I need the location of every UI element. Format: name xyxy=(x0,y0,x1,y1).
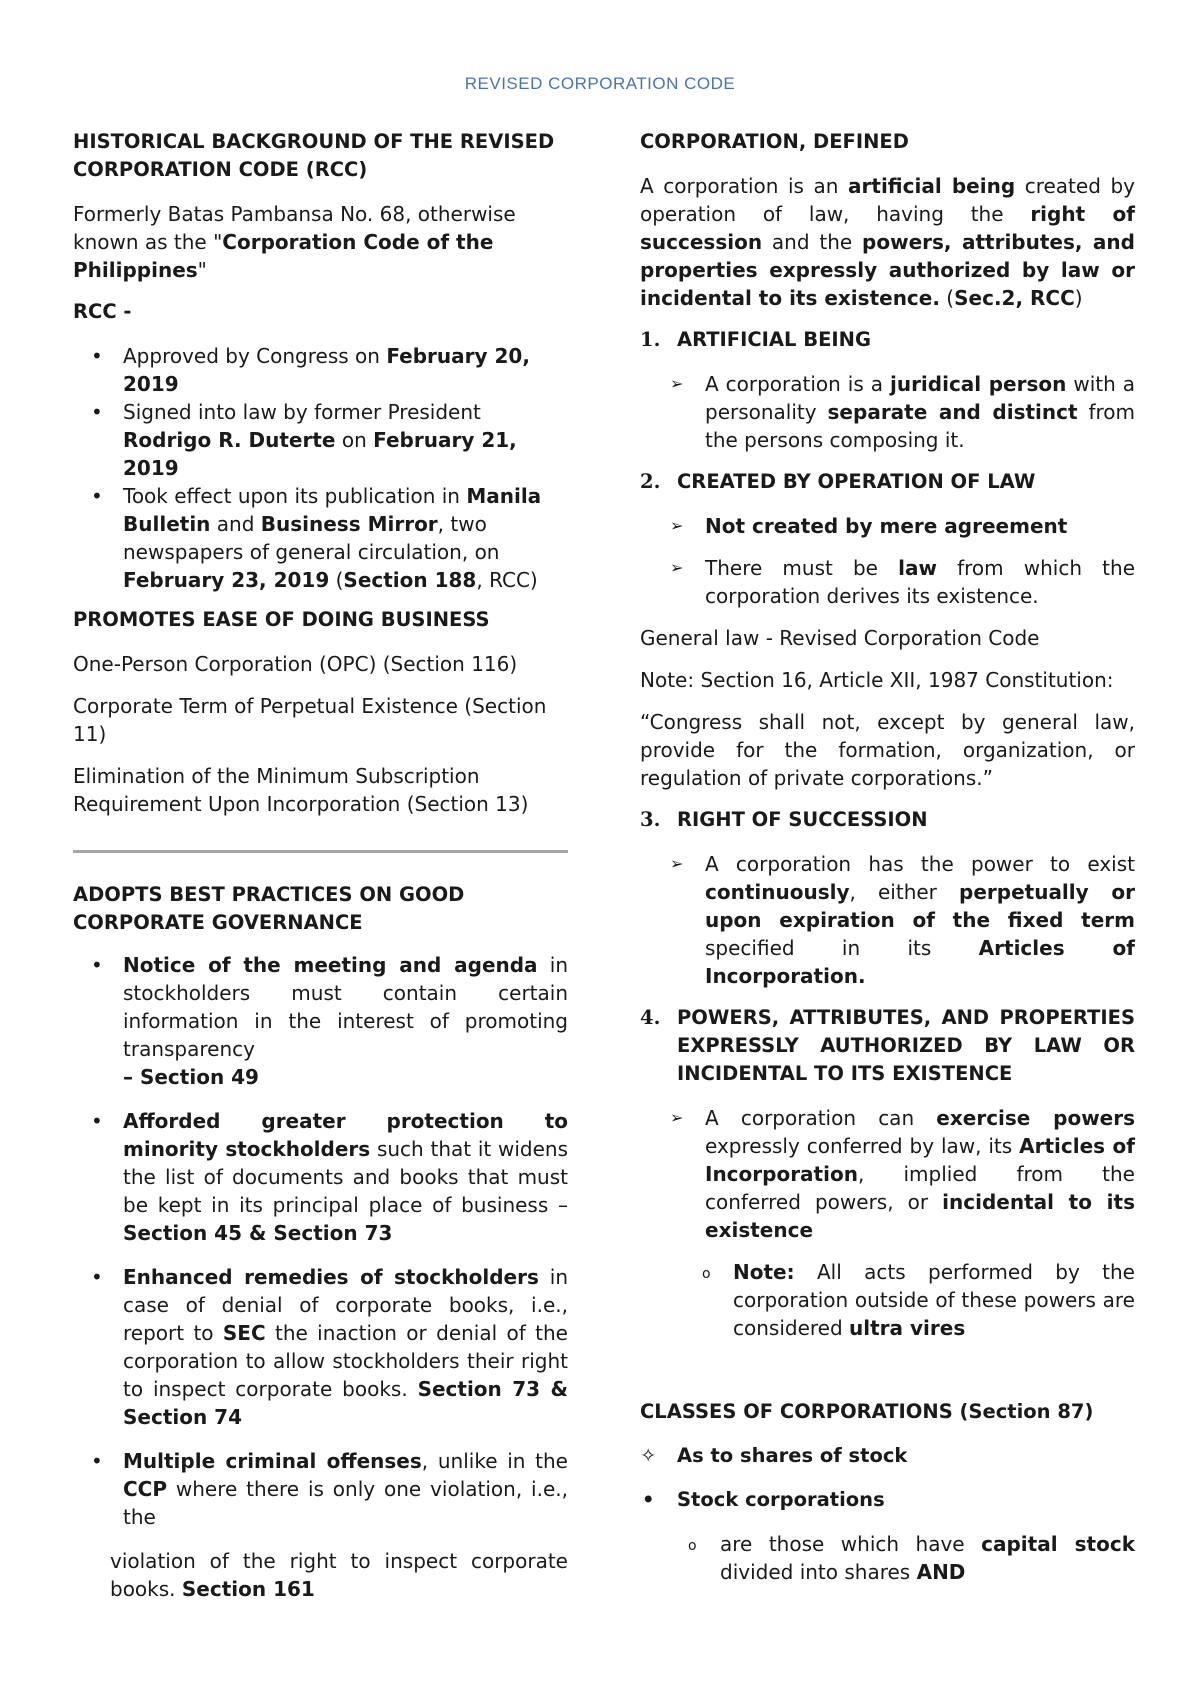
created-heading: 2. CREATED BY OPERATION OF LAW xyxy=(640,470,1036,493)
promotes-heading: PROMOTES EASE OF DOING BUSINESS xyxy=(73,608,490,631)
bullet-icon: • xyxy=(91,344,103,368)
defined-paragraph: A corporation is an artificial being created by operation of law, having the right of succession and the powers, attributes, and properties expressly authorized by law or incidental to its existence. (Sec.2, RCC) xyxy=(640,174,1135,310)
circle-bullet-icon: o xyxy=(702,1266,711,1282)
adopts-heading: ADOPTS BEST PRACTICES ON GOOD CORPORATE GOVERNANCE xyxy=(73,883,465,934)
powers-note: o Note: All acts performed by the corporation outside of these powers are considered ultra vires xyxy=(702,1260,1135,1340)
succession-point: ➢ A corporation has the power to exist continuously, either perpetually or upon expiration of the fixed term specified in its Articles of Incorporation. xyxy=(670,852,1136,988)
list-item: • Enhanced remedies of stockholders in case of denial of corporate books, i.e., report to SEC the inaction or denial of the corporation to allow stockholders their right to inspect corporate books. Section 73 & Section 74 xyxy=(91,1265,568,1429)
section-divider xyxy=(73,850,568,853)
list-item: • Notice of the meeting and agenda in stockholders must contain certain information in the interest of promoting transparency – Section 49 xyxy=(91,953,568,1089)
list-item: • Signed into law by former President Rodrigo R. Duterte on February 21, 2019 xyxy=(91,400,517,480)
artificial-point: ➢ A corporation is a juridical person with a personality separate and distinct from the persons composing it. xyxy=(670,372,1136,452)
arrow-bullet-icon: ➢ xyxy=(670,854,684,873)
bullet-icon: • xyxy=(91,400,103,424)
bullet-icon: • xyxy=(91,1449,103,1473)
succession-heading: 3. RIGHT OF SUCCESSION xyxy=(640,808,928,831)
continuation-paragraph: violation of the right to inspect corporate books. Section 161 xyxy=(110,1549,568,1601)
diamond-star-icon: ✧ xyxy=(640,1444,657,1467)
created-point: ➢ There must be law from which the corporation derives its existence. xyxy=(670,556,1135,608)
bullet-icon: • xyxy=(642,1488,655,1511)
classes-heading: CLASSES OF CORPORATIONS (Section 87) xyxy=(640,1400,1094,1423)
shares-heading: ✧ As to shares of stock xyxy=(640,1442,1135,1470)
list-item: • Took effect upon its publication in Manila Bulletin and Business Mirror, two newspapers of general circulation, on February 23, 2019 (Section 188, RCC) xyxy=(91,484,542,592)
promotes-item: Corporate Term of Perpetual Existence (Section 11) xyxy=(73,694,547,746)
list-item: • Afforded greater protection to minority stockholders such that it widens the list of documents and books that must be kept in its principal place of business – Section 45 & Section 73 xyxy=(91,1109,568,1245)
constitution-quote: “Congress shall not, except by general law, provide for the formation, organization, or regulation of private corporations.” xyxy=(640,710,1135,790)
bullet-icon: • xyxy=(91,953,103,977)
circle-bullet-icon: o xyxy=(688,1538,697,1554)
bullet-icon: • xyxy=(91,484,103,508)
bullet-icon: • xyxy=(91,1265,103,1289)
arrow-bullet-icon: ➢ xyxy=(670,558,684,577)
note-text: Note: Section 16, Article XII, 1987 Constitution: xyxy=(640,668,1114,692)
stock-point: o are those which have capital stock divided into shares AND xyxy=(688,1532,1135,1584)
rcc-label: RCC - xyxy=(73,300,132,323)
bullet-icon: • xyxy=(91,1109,103,1133)
stock-heading: • Stock corporations xyxy=(640,1486,1135,1514)
list-item: • Multiple criminal offenses, unlike in the CCP where there is only one violation, i.e., the xyxy=(91,1449,568,1529)
historical-heading: HISTORICAL BACKGROUND OF THE REVISED CORPORATION CODE (RCC) xyxy=(73,130,555,181)
promotes-item: Elimination of the Minimum Subscription Requirement Upon Incorporation (Section 13) xyxy=(73,764,529,816)
arrow-bullet-icon: ➢ xyxy=(670,374,684,393)
general-law-text: General law - Revised Corporation Code xyxy=(640,626,1040,650)
defined-heading: CORPORATION, DEFINED xyxy=(640,130,909,153)
artificial-heading: 1. ARTIFICIAL BEING xyxy=(640,328,872,351)
rcc-list xyxy=(73,342,568,594)
formerly-paragraph: Formerly Batas Pambansa No. 68, otherwise known as the "Corporation Code of the Philippines" xyxy=(73,202,516,282)
left-column xyxy=(73,128,568,1617)
arrow-bullet-icon: ➢ xyxy=(670,1108,684,1127)
powers-heading: 4. POWERS, ATTRIBUTES, AND PROPERTIES EXPRESSLY AUTHORIZED BY LAW OR INCIDENTAL TO ITS EXISTENCE xyxy=(640,1006,1135,1085)
adopts-list xyxy=(73,951,568,1531)
created-point: ➢ Not created by mere agreement xyxy=(670,514,1068,538)
promotes-item: One-Person Corporation (OPC) (Section 116) xyxy=(73,652,518,676)
right-column xyxy=(640,128,1135,1600)
list-item: • Approved by Congress on February 20, 2019 xyxy=(91,344,530,396)
page-header: REVISED CORPORATION CODE xyxy=(464,74,736,93)
arrow-bullet-icon: ➢ xyxy=(670,516,684,535)
powers-point: ➢ A corporation can exercise powers expressly conferred by law, its Articles of Incorporation, implied from the conferred powers, or incidental to its existence xyxy=(670,1106,1136,1242)
